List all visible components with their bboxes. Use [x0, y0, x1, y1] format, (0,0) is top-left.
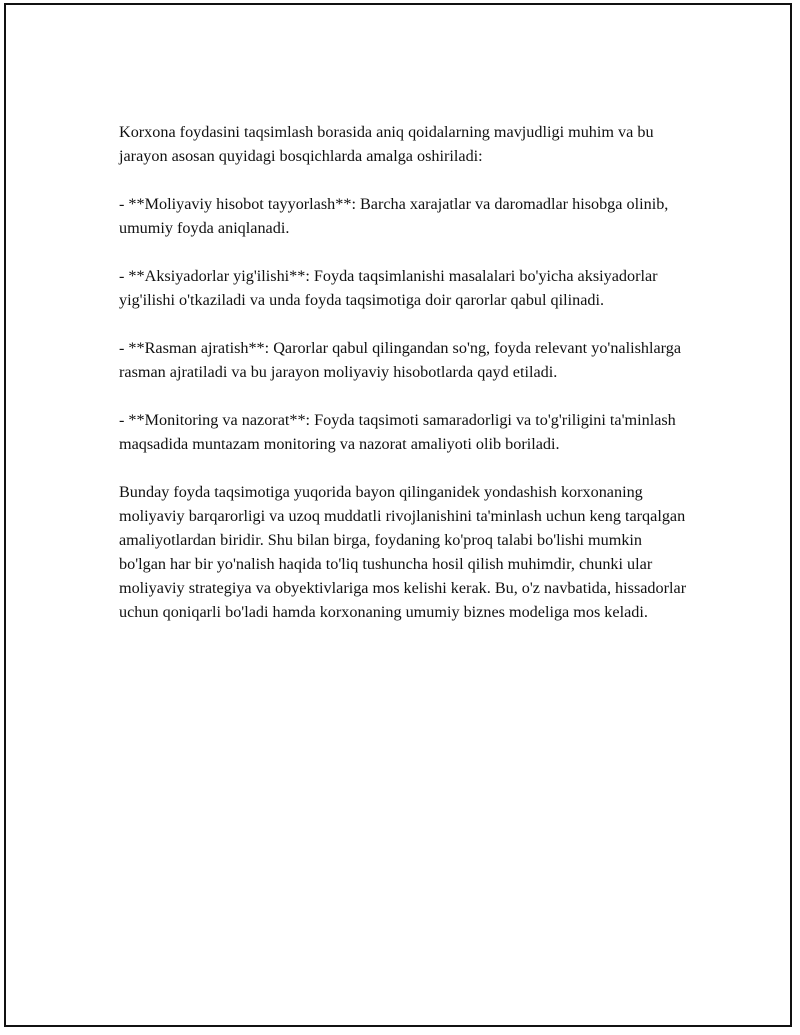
step-moliyaviy-hisobot: - **Moliyaviy hisobot tayyorlash**: Barcha xarajatlar va daromadlar hisobga olinib, umumiy foyda aniqlanadi.	[119, 195, 669, 237]
intro-paragraph: Korxona foydasini taqsimlash borasida aniq qoidalarning mavjudligi muhim va bu jarayon asosan quyidagi bosqichlarda amalga oshiriladi:	[119, 123, 654, 165]
step-monitoring-nazorat: - **Monitoring va nazorat**: Foyda taqsimoti samaradorligi va to'g'riligini ta'minlash maqsadida muntazam monitoring va nazorat amaliyoti olib boriladi.	[119, 411, 676, 453]
document-body	[119, 120, 689, 648]
step-rasman-ajratish: - **Rasman ajratish**: Qarorlar qabul qilingandan so'ng, foyda relevant yo'nalishlarga rasman ajratiladi va bu jarayon moliyaviy hisobotlarda qayd etiladi.	[119, 339, 682, 381]
conclusion-paragraph: Bunday foyda taqsimotiga yuqorida bayon qilinganidek yondashish korxonaning moliyaviy barqarorligi va uzoq muddatli rivojlanishini ta'minlash uchun keng tarqalgan amaliyotlardan biridir. Shu bilan birga, foydaning ko'proq talabi bo'lishi mumkin bo'lgan har bir yo'nalish haqida to'liq tushuncha hosil qilish muhimdir, chunki ular moliyaviy strategiya va obyektivlariga mos kelishi kerak. Bu, o'z navbatida, hissadorlar uchun qoniqarli bo'ladi hamda korxonaning umumiy biznes modeliga mos keladi.	[119, 483, 687, 621]
document-page	[4, 3, 792, 1027]
step-aksiyadorlar-yigilishi: - **Aksiyadorlar yig'ilishi**: Foyda taqsimlanishi masalalari bo'yicha aksiyadorlar yig'ilishi o'tkaziladi va unda foyda taqsimotiga doir qarorlar qabul qilinadi.	[119, 267, 658, 309]
